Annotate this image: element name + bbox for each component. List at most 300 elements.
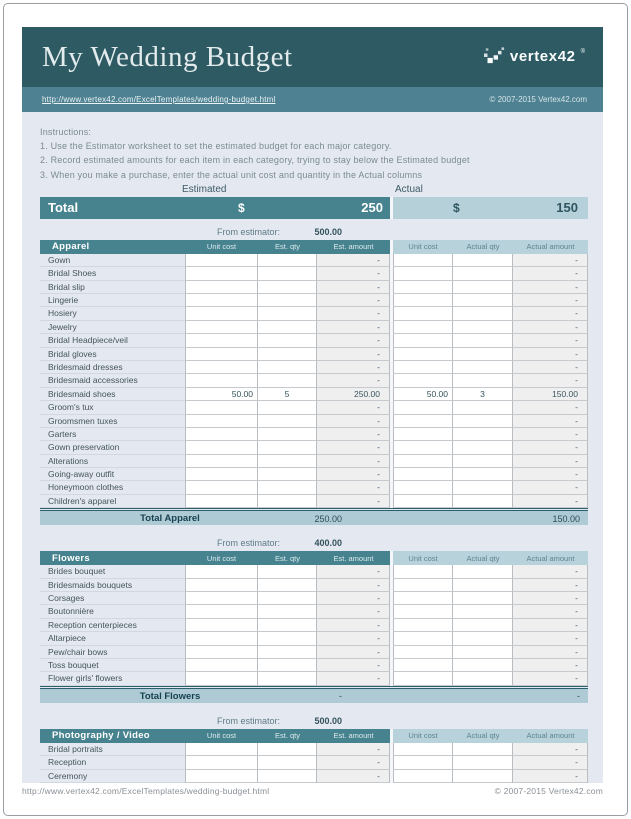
est-amount-cell: - [317,756,390,769]
unit-cost-cell[interactable] [185,468,258,481]
est-amount-cell: - [317,441,390,454]
est-amount-cell: - [317,415,390,428]
actual-qty-cell[interactable] [453,267,513,280]
item-label: Flower girls' flowers [40,672,185,685]
item-row [40,401,588,414]
est-qty-cell[interactable] [258,672,317,685]
actual-unit-cost-cell[interactable] [393,401,453,414]
item-label: Gown preservation [40,441,185,454]
footer [22,786,603,796]
est-amount-cell: - [317,592,390,605]
item-label: Garters [40,428,185,441]
est-qty-cell[interactable] [258,401,317,414]
item-row [40,361,588,374]
actual-amount-cell: - [513,441,588,454]
section-title: Flowers [52,552,90,564]
est-amount-cell: - [317,495,390,508]
section-total-row [40,510,588,525]
budget-section [40,716,588,783]
vertex42-logo[interactable] [484,47,585,67]
est-amount-cell: - [317,254,390,267]
actual-qty-cell[interactable] [453,428,513,441]
actual-amount-cell: - [513,605,588,618]
actual-unit-cost-cell[interactable] [393,348,453,361]
unit-cost-cell[interactable] [185,619,258,632]
unit-cost-cell[interactable] [185,565,258,578]
actual-qty-cell[interactable] [453,334,513,347]
unit-cost-cell[interactable] [185,281,258,294]
actual-qty-cell[interactable] [453,565,513,578]
actual-amount-cell: 150.00 [513,388,588,401]
actual-amount-cell: - [513,579,588,592]
actual-amount-cell: - [513,619,588,632]
item-label: Honeymoon clothes [40,481,185,494]
actual-qty-cell[interactable] [453,619,513,632]
unit-cost-cell[interactable] [185,348,258,361]
section-header-estimated [40,551,390,565]
actual-qty-cell[interactable] [453,307,513,320]
actual-amount-cell: - [513,455,588,468]
est-qty-cell[interactable] [258,254,317,267]
section-rows [40,743,588,783]
actual-unit-cost-cell[interactable] [393,592,453,605]
actual-amount-cell: - [513,743,588,756]
est-amount-cell: - [317,579,390,592]
actual-amount-cell: - [513,361,588,374]
actual-unit-cost-cell[interactable] [393,579,453,592]
item-row [40,605,588,618]
est-amount-cell: - [317,481,390,494]
instruction-step-2: 2. Record estimated amounts for each item in each category, trying to stay below the Estimated budget [40,155,470,166]
actual-unit-cost-cell[interactable] [393,632,453,645]
est-amount-cell: - [317,743,390,756]
est-qty-cell[interactable] [258,659,317,672]
section-header-estimated [40,240,390,254]
actual-qty-cell[interactable] [453,455,513,468]
col-actual-unit-cost: Unit cost [408,731,438,741]
item-label: Toss bouquet [40,659,185,672]
item-label: Hosiery [40,307,185,320]
sheet-body [22,112,603,783]
actual-amount-cell: - [513,770,588,783]
est-amount-cell: - [317,334,390,347]
actual-amount-cell: - [513,294,588,307]
item-label: Bridesmaid accessories [40,374,185,387]
est-qty-cell[interactable] [258,415,317,428]
actual-unit-cost-cell[interactable] [393,770,453,783]
item-label: Alterations [40,455,185,468]
item-label: Bridal portraits [40,743,185,756]
actual-amount-cell: - [513,659,588,672]
item-row [40,374,588,387]
actual-unit-cost-cell[interactable] [393,361,453,374]
actual-amount-cell: - [513,267,588,280]
col-est-unit-cost: Unit cost [206,553,237,563]
actual-qty-cell[interactable] [453,281,513,294]
item-row [40,770,588,783]
page-title: My Wedding Budget [42,40,293,73]
unit-cost-cell[interactable]: 50.00 [185,388,258,401]
grand-total-actual [393,197,588,219]
est-qty-cell[interactable] [258,632,317,645]
est-qty-cell[interactable]: 5 [258,388,317,401]
actual-unit-cost-cell[interactable] [393,756,453,769]
item-label: Bridal Headpiece/veil [40,334,185,347]
estimated-label: Estimated [182,183,227,195]
actual-qty-cell[interactable] [453,659,513,672]
actual-qty-cell[interactable] [453,321,513,334]
item-label: Bridal gloves [40,348,185,361]
est-qty-cell[interactable] [258,361,317,374]
item-row [40,455,588,468]
item-row [40,632,588,645]
logo-text: vertex42 [509,48,576,65]
unit-cost-cell[interactable] [185,294,258,307]
unit-cost-cell[interactable] [185,756,258,769]
actual-qty-cell[interactable] [453,605,513,618]
est-qty-cell[interactable] [258,374,317,387]
from-estimator-value: 500.00 [314,226,342,237]
item-row [40,659,588,672]
actual-unit-cost-cell[interactable] [393,254,453,267]
from-estimator-row [40,716,588,728]
col-est-unit-cost: Unit cost [206,731,237,741]
section-total-actual: 150.00 [552,513,580,524]
item-label: Jewelry [40,321,185,334]
unit-cost-cell[interactable] [185,632,258,645]
actual-qty-cell[interactable] [453,579,513,592]
actual-qty-cell[interactable] [453,441,513,454]
actual-amount-cell: - [513,415,588,428]
actual-qty-cell[interactable] [453,495,513,508]
est-amount-cell: - [317,659,390,672]
from-estimator-value: 400.00 [314,538,342,549]
instructions-title: Instructions: [40,127,92,137]
item-row [40,646,588,659]
actual-qty-cell[interactable] [453,348,513,361]
header-copyright: © 2007-2015 Vertex42.com [489,95,587,104]
item-row [40,565,588,578]
section-title: Photography / Video [52,730,150,742]
est-qty-cell[interactable] [258,495,317,508]
item-label: Bridesmaid shoes [40,388,185,401]
footer-copyright: © 2007-2015 Vertex42.com [494,786,603,796]
est-qty-cell[interactable] [258,619,317,632]
est-qty-cell[interactable] [258,605,317,618]
unit-cost-cell[interactable] [185,672,258,685]
est-qty-cell[interactable] [258,455,317,468]
est-qty-cell[interactable] [258,770,317,783]
item-row [40,281,588,294]
item-row [40,619,588,632]
est-amount-cell: - [317,294,390,307]
actual-amount-cell: - [513,632,588,645]
actual-qty-cell[interactable] [453,374,513,387]
col-actual-amount: Actual amount [526,553,575,563]
actual-qty-cell[interactable]: 3 [453,388,513,401]
actual-unit-cost-cell[interactable] [393,605,453,618]
unit-cost-cell[interactable] [185,646,258,659]
item-row [40,495,588,508]
actual-unit-cost-cell[interactable] [393,374,453,387]
actual-qty-cell[interactable] [453,481,513,494]
section-total-actual: - [577,691,580,702]
actual-amount-cell: - [513,428,588,441]
item-label: Brides bouquet [40,565,185,578]
est-qty-cell[interactable] [258,579,317,592]
actual-qty-cell[interactable] [453,415,513,428]
est-qty-cell[interactable] [258,321,317,334]
from-estimator-row [40,538,588,550]
actual-unit-cost-cell[interactable] [393,495,453,508]
actual-qty-cell[interactable] [453,254,513,267]
unit-cost-cell[interactable] [185,267,258,280]
unit-cost-cell[interactable] [185,659,258,672]
unit-cost-cell[interactable] [185,401,258,414]
item-row [40,756,588,769]
est-amount-cell: - [317,468,390,481]
section-header-actual [393,240,588,254]
section-rows [40,565,588,687]
actual-amount-cell: - [513,481,588,494]
actual-unit-cost-cell[interactable] [393,672,453,685]
est-amount-cell: - [317,605,390,618]
est-qty-cell[interactable] [258,646,317,659]
col-actual-qty: Actual qty [466,553,500,563]
actual-unit-cost-cell[interactable]: 50.00 [393,388,453,401]
est-amount-cell: - [317,374,390,387]
est-qty-cell[interactable] [258,756,317,769]
actual-qty-cell[interactable] [453,401,513,414]
item-row [40,743,588,756]
grand-total-label: Total [48,199,79,215]
unit-cost-cell[interactable] [185,743,258,756]
item-row [40,267,588,280]
item-label: Bridal Shoes [40,267,185,280]
section-total-est: - [339,691,342,702]
section-header-row [40,551,588,565]
unit-cost-cell[interactable] [185,605,258,618]
item-row [40,415,588,428]
actual-amount-cell: - [513,756,588,769]
vertex42-logo-icon [484,47,505,67]
actual-unit-cost-cell[interactable] [393,415,453,428]
est-qty-cell[interactable] [258,294,317,307]
actual-unit-cost-cell[interactable] [393,619,453,632]
budget-section [40,538,588,703]
section-rows [40,254,588,509]
actual-unit-cost-cell[interactable] [393,334,453,347]
item-label: Ceremony [40,770,185,783]
actual-currency-symbol: $ [453,200,460,215]
actual-amount-cell: - [513,592,588,605]
actual-amount-cell: - [513,321,588,334]
actual-unit-cost-cell[interactable] [393,281,453,294]
est-qty-cell[interactable] [258,441,317,454]
est-qty-cell[interactable] [258,468,317,481]
estimated-currency-symbol: $ [238,200,245,215]
unit-cost-cell[interactable] [185,334,258,347]
section-header-row [40,240,588,254]
grand-total-actual-value: 150 [556,199,578,215]
est-amount-cell: - [317,455,390,468]
unit-cost-cell[interactable] [185,481,258,494]
item-label: Bridal slip [40,281,185,294]
actual-qty-cell[interactable] [453,756,513,769]
col-est-qty: Est. qty [274,553,300,563]
item-row [40,481,588,494]
est-amount-cell: - [317,267,390,280]
from-estimator-value: 500.00 [314,715,342,726]
est-qty-cell[interactable] [258,743,317,756]
actual-unit-cost-cell[interactable] [393,565,453,578]
actual-amount-cell: - [513,281,588,294]
sections [40,227,588,783]
actual-unit-cost-cell[interactable] [393,468,453,481]
est-amount-cell: - [317,565,390,578]
from-estimator-row [40,227,588,239]
actual-amount-cell: - [513,348,588,361]
col-est-qty: Est. qty [274,242,300,252]
est-qty-cell[interactable] [258,428,317,441]
est-qty-cell[interactable] [258,565,317,578]
registered-mark-icon: ® [580,49,585,55]
unit-cost-cell[interactable] [185,415,258,428]
item-row [40,441,588,454]
est-amount-cell: - [317,401,390,414]
actual-unit-cost-cell[interactable] [393,307,453,320]
unit-cost-cell[interactable] [185,592,258,605]
col-actual-amount: Actual amount [526,242,575,252]
actual-unit-cost-cell[interactable] [393,321,453,334]
item-row [40,672,588,685]
unit-cost-cell[interactable] [185,361,258,374]
actual-label: Actual [395,183,423,195]
actual-unit-cost-cell[interactable] [393,294,453,307]
unit-cost-cell[interactable] [185,307,258,320]
est-amount-cell: - [317,361,390,374]
section-total-est: 250.00 [314,513,342,524]
est-qty-cell[interactable] [258,592,317,605]
item-label: Groomsmen tuxes [40,415,185,428]
actual-qty-cell[interactable] [453,468,513,481]
actual-qty-cell[interactable] [453,361,513,374]
est-qty-cell[interactable] [258,334,317,347]
grand-total-row [40,197,588,219]
template-link[interactable]: http://www.vertex42.com/ExcelTemplates/wedding-budget.html [42,95,276,104]
actual-unit-cost-cell[interactable] [393,481,453,494]
item-label: Bridesmaid dresses [40,361,185,374]
item-row [40,334,588,347]
unit-cost-cell[interactable] [185,455,258,468]
actual-amount-cell: - [513,646,588,659]
item-label: Lingerie [40,294,185,307]
item-label: Pew/chair bows [40,646,185,659]
item-label: Gown [40,254,185,267]
actual-unit-cost-cell[interactable] [393,441,453,454]
actual-amount-cell: - [513,334,588,347]
col-actual-qty: Actual qty [466,731,500,741]
actual-unit-cost-cell[interactable] [393,646,453,659]
est-qty-cell[interactable] [258,267,317,280]
footer-link[interactable]: http://www.vertex42.com/ExcelTemplates/wedding-budget.html [22,786,270,796]
instructions [40,125,588,182]
actual-unit-cost-cell[interactable] [393,743,453,756]
item-label: Going-away outfit [40,468,185,481]
summary-column-labels [40,184,588,197]
est-amount-cell: - [317,281,390,294]
col-est-amount: Est. amount [333,731,374,741]
col-est-qty: Est. qty [274,731,300,741]
actual-qty-cell[interactable] [453,743,513,756]
item-row [40,388,588,401]
actual-unit-cost-cell[interactable] [393,455,453,468]
unit-cost-cell[interactable] [185,441,258,454]
grand-total-estimated [40,197,390,219]
est-amount-cell: - [317,307,390,320]
grand-total-estimated-value: 250 [361,199,383,215]
unit-cost-cell[interactable] [185,374,258,387]
unit-cost-cell[interactable] [185,770,258,783]
col-est-amount: Est. amount [333,553,374,563]
unit-cost-cell[interactable] [185,254,258,267]
item-label: Groom's tux [40,401,185,414]
from-estimator-label: From estimator: [216,715,280,726]
from-estimator-label: From estimator: [216,226,280,237]
est-amount-cell: - [317,770,390,783]
actual-qty-cell[interactable] [453,646,513,659]
item-label: Bridesmaids bouquets [40,579,185,592]
est-amount-cell: 250.00 [317,388,390,401]
section-total-label: Total Apparel [140,513,200,525]
actual-qty-cell[interactable] [453,770,513,783]
actual-unit-cost-cell[interactable] [393,659,453,672]
item-label: Boutonnière [40,605,185,618]
actual-unit-cost-cell[interactable] [393,267,453,280]
actual-qty-cell[interactable] [453,294,513,307]
unit-cost-cell[interactable] [185,495,258,508]
actual-qty-cell[interactable] [453,592,513,605]
est-qty-cell[interactable] [258,348,317,361]
col-est-unit-cost: Unit cost [206,242,237,252]
section-header-actual [393,729,588,743]
actual-amount-cell: - [513,565,588,578]
est-qty-cell[interactable] [258,281,317,294]
item-row [40,468,588,481]
instruction-step-1: 1. Use the Estimator worksheet to set the estimated budget for each major category. [40,141,392,152]
col-actual-amount: Actual amount [526,731,575,741]
actual-amount-cell: - [513,672,588,685]
item-row [40,321,588,334]
actual-amount-cell: - [513,495,588,508]
unit-cost-cell[interactable] [185,321,258,334]
item-row [40,307,588,320]
actual-qty-cell[interactable] [453,632,513,645]
item-row [40,428,588,441]
est-qty-cell[interactable] [258,481,317,494]
section-header-row [40,729,588,743]
budget-card [22,27,603,783]
actual-amount-cell: - [513,401,588,414]
item-row [40,579,588,592]
actual-qty-cell[interactable] [453,672,513,685]
est-qty-cell[interactable] [258,307,317,320]
actual-unit-cost-cell[interactable] [393,428,453,441]
unit-cost-cell[interactable] [185,579,258,592]
est-amount-cell: - [317,428,390,441]
unit-cost-cell[interactable] [185,428,258,441]
est-amount-cell: - [317,619,390,632]
